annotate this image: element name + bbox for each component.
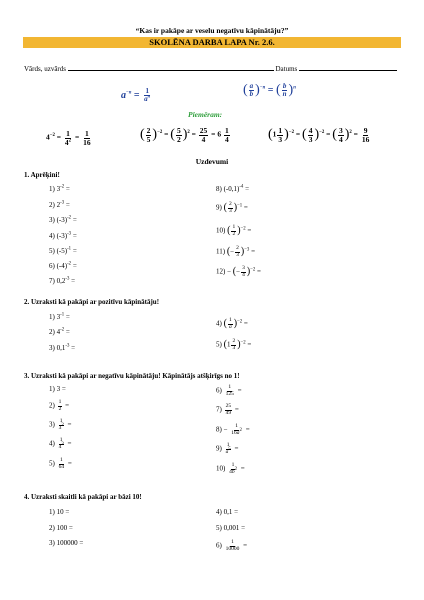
- task3-item-8: 8) − $\frac{1}{16a^2}$ =: [216, 423, 250, 436]
- task3-title: 3. Uzraksti kā pakāpi ar negatīvu kāpinātāju! Kāpinātājs atšķirīgs no 1!: [24, 372, 240, 380]
- task4-item-2: 2) 100 =: [49, 524, 73, 532]
- worksheet-banner: SKOLĒNA DARBA LAPA Nr. 2.6.: [23, 37, 401, 48]
- worksheet-title: “Kas ir pakāpe ar veselu negatīvu kāpinātāju?”: [135, 26, 289, 35]
- task1-item-2: 2) $2^{-3}$ =: [49, 200, 70, 209]
- task1-item-1: 1) $3^{-2}$ =: [49, 184, 70, 193]
- task3-item-3: 3) $\frac{1}{3^2}$ =: [49, 418, 72, 431]
- task1-item-7: 7) $0,2^{-3}$ =: [49, 276, 76, 285]
- task4-item-4: 4) 0,1 =: [216, 508, 239, 516]
- task3-item-7: 7) $\frac{25}{49}$ =: [216, 403, 239, 416]
- task2-item-2: 2) $4^{-2}$ =: [49, 327, 70, 336]
- task1-item-10: 10) ( $\frac{1}{2}$ )$^{-2}$ =: [216, 224, 252, 237]
- task1-item-12: 12) − (− $\frac{3}{4}$ )$^{-2}$ =: [216, 265, 261, 278]
- date-input-line[interactable]: [299, 63, 397, 71]
- name-label: Vārds, uzvārds: [24, 65, 66, 73]
- tasks-heading: Uzdevumi: [195, 157, 229, 166]
- task4-item-1: 1) 10 =: [49, 508, 70, 516]
- example-label: Piemēram:: [188, 110, 223, 119]
- task3-item-2: 2) $\frac{1}{2}$ =: [49, 399, 70, 412]
- task4-title: 4. Uzraksti skaitli kā pakāpi ar bāzi 10!: [24, 493, 142, 501]
- task1-title: 1. Aprēķini!: [24, 171, 60, 179]
- task3-item-1: 1) 3 =: [49, 385, 66, 393]
- task1-item-6: 6) $(-4)^{-2}$ =: [49, 261, 77, 270]
- task3-item-9: 9) $\frac{1}{a^5}$ =: [216, 442, 239, 455]
- task1-item-8: 8) $(-0,1)^{-4}$ =: [216, 184, 250, 193]
- task3-item-6: 6) $\frac{1}{125}$ =: [216, 384, 242, 397]
- example-3: (1 $\frac{1}{3}$ )$^{-2}$ = ( $\frac{4}{3}$ )$^{-2}$ = ( $\frac{3}{4}$ )$^2$ = $\frac{9}{16}$: [268, 126, 370, 144]
- task1-item-9: 9) ( $\frac{2}{3}$ )$^{-1}$ =: [216, 201, 248, 214]
- task1-item-3: 3) $(-3)^{-2}$ =: [49, 215, 77, 224]
- task1-item-4: 4) $(-3)^{-3}$ =: [49, 231, 77, 240]
- name-input-line[interactable]: [68, 63, 274, 71]
- task2-item-4: 4) ( $\frac{1}{a}$ )$^{-2}$ =: [216, 317, 248, 330]
- task3-item-10: 10) $\frac{1}{4b^2}$ =: [216, 462, 245, 475]
- formula-negative-exponent: $a^{-n}$ = $\frac{1}{a^n}$: [121, 87, 151, 103]
- example-1: $4^{-2}$ = $\frac{1}{4^2}$ = $\frac{1}{16}$: [46, 129, 91, 147]
- task2-title: 2. Uzraksti kā pakāpi ar pozitīvu kāpinātāju!: [24, 298, 160, 306]
- formula-fraction-exponent: ( $\frac{a}{b}$ )$^{-n}$ = ( $\frac{b}{n}$ )$^n$: [243, 82, 296, 98]
- task2-item-1: 1) $3^{-1}$ =: [49, 312, 70, 321]
- task3-item-5: 5) $\frac{1}{64}$ =: [49, 457, 72, 470]
- task3-item-4: 4) $\frac{1}{4^3}$ =: [49, 437, 72, 450]
- task1-item-11: 11) (− $\frac{2}{3}$ )$^{-3}$ =: [216, 245, 256, 258]
- task2-item-5: 5) (1 $\frac{2}{3}$ )$^{-2}$ =: [216, 338, 252, 351]
- task1-item-5: 5) $(-5)^{-1}$ =: [49, 246, 77, 255]
- name-line: [24, 63, 397, 73]
- task4-item-3: 3) 100000 =: [49, 539, 84, 547]
- task4-item-5: 5) 0,001 =: [216, 524, 246, 532]
- date-label: Datums: [275, 65, 298, 73]
- example-2: ( $\frac{2}{5}$ )$^{-2}$ = ( $\frac{5}{2}$ )$^2$ = $\frac{25}{4}$ = 6 $\frac{1}{4}$: [140, 126, 229, 144]
- task4-item-6: 6) $\frac{1}{10000}$ =: [216, 539, 248, 552]
- task2-item-3: 3) $0,1^{-3}$ =: [49, 343, 76, 352]
